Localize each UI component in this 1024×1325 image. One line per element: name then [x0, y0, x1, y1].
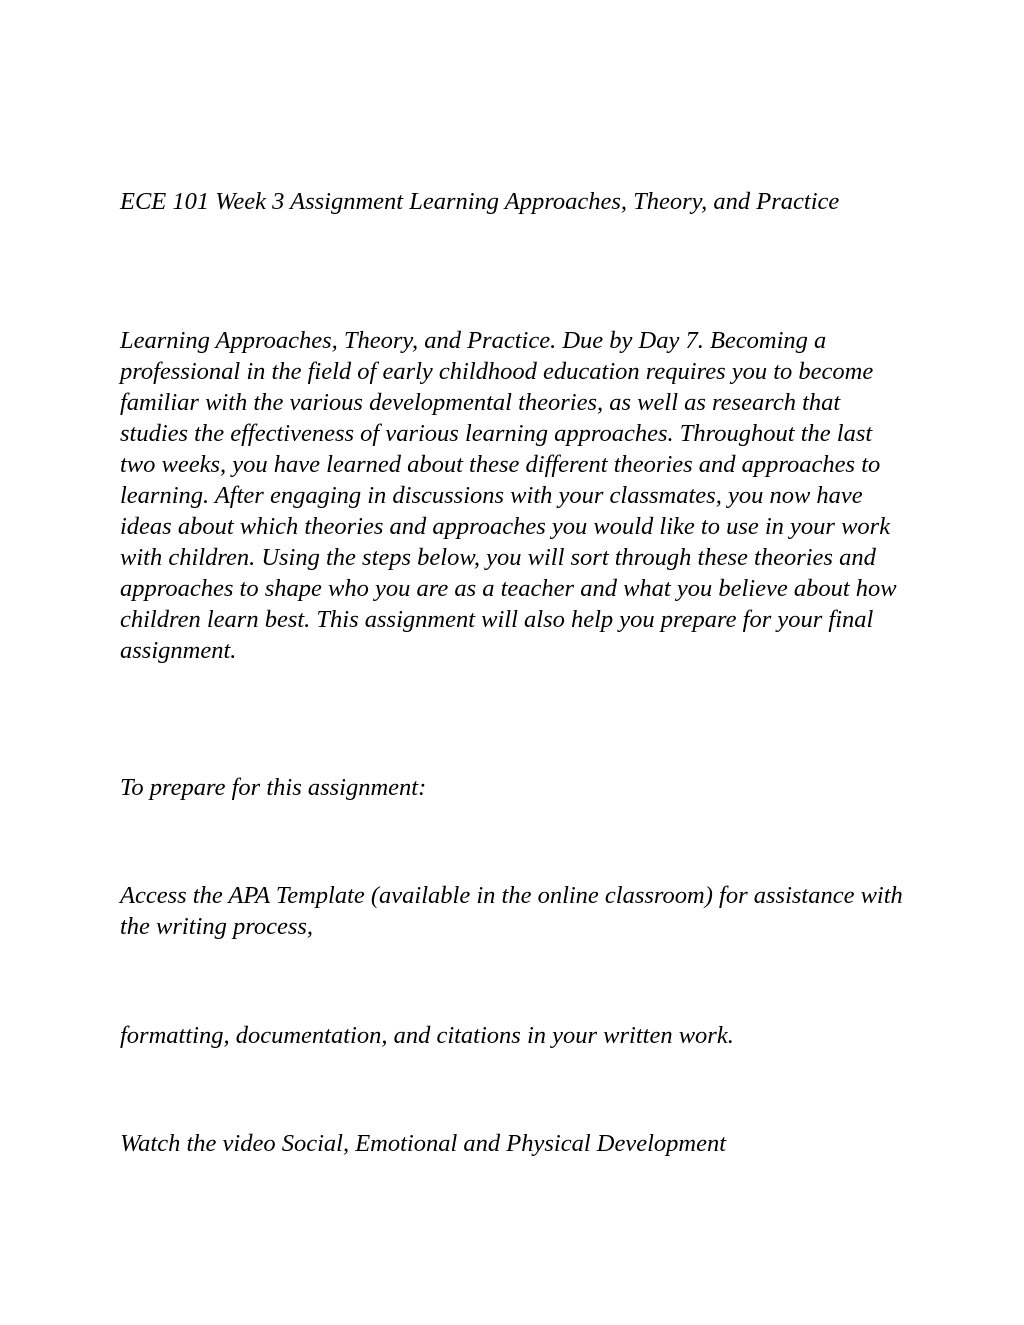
formatting-paragraph: formatting, documentation, and citations in your written work. — [120, 1022, 734, 1049]
intro-paragraph: Learning Approaches, Theory, and Practice. Due by Day 7. Becoming a professional in the field of early childhood education requires you to become familiar with the various developmental theories, as well as research that studies the effectiveness of various learning approaches. Throughout the last two weeks, you have learned about these different theories and approaches to learning. After engaging in discussions with your classmates, you now have ideas about which theories and approaches you would like to use in your work with children. Using the steps below, you will sort through these theories and approaches to shape who you are as a teacher and what you believe about how children learn best. This assignment will also help you prepare for your final assignment. — [120, 327, 897, 664]
document-title: ECE 101 Week 3 Assignment Learning Approaches, Theory, and Practice — [120, 188, 840, 215]
prepare-heading: To prepare for this assignment: — [120, 774, 427, 801]
access-template-paragraph: Access the APA Template (available in the online classroom) for assistance with the writing process, — [120, 882, 903, 940]
watch-video-paragraph: Watch the video Social, Emotional and Physical Development — [120, 1130, 727, 1157]
